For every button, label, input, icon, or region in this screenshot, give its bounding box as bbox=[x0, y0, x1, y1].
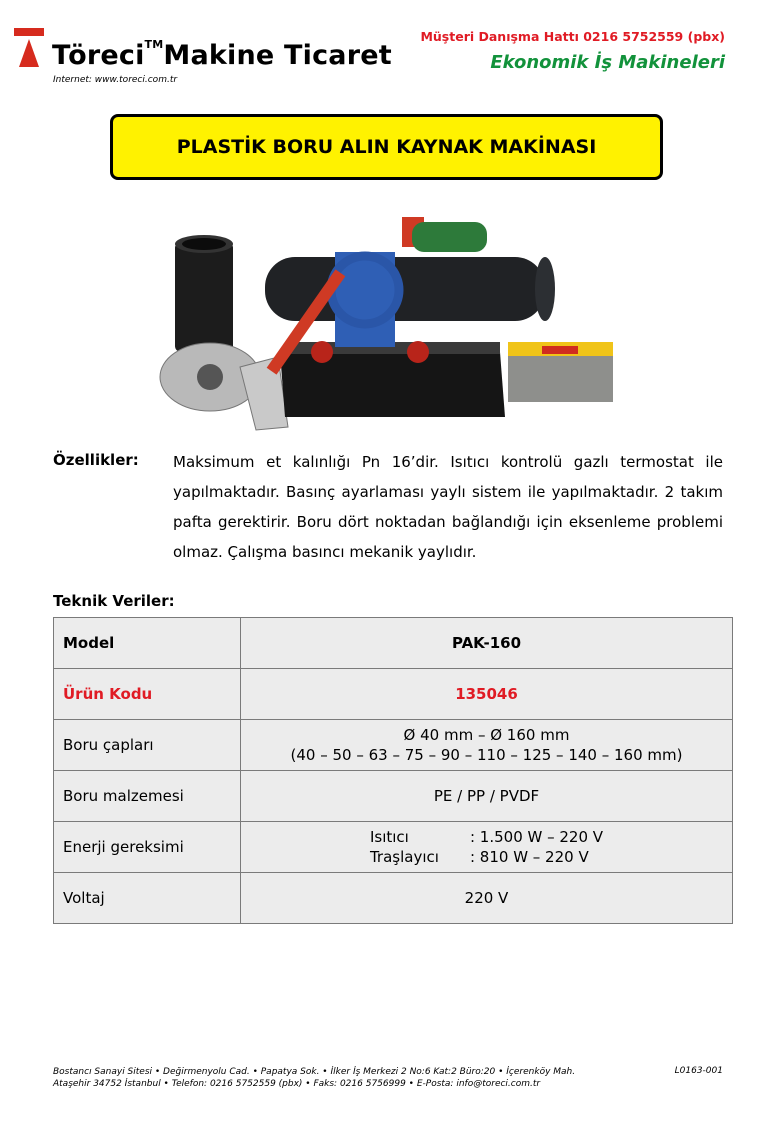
pipe-diameters-list: (40 – 50 – 63 – 75 – 90 – 110 – 125 – 140 – 160 mm) bbox=[290, 746, 683, 764]
voltage-label: Voltaj bbox=[54, 873, 241, 924]
pipe-diameters-value bbox=[241, 720, 733, 771]
footer-line-2: Ataşehir 34752 İstanbul • Telefon: 0216 5752559 (pbx) • Faks: 0216 5756999 • E-Posta: info@toreci.com.tr bbox=[53, 1079, 541, 1089]
pipe-material-label: Boru malzemesi bbox=[54, 771, 241, 822]
energy-value bbox=[241, 822, 733, 873]
specs-title: Teknik Veriler: bbox=[53, 592, 175, 610]
document-reference: L0163-001 bbox=[674, 1066, 723, 1076]
pipe-diameters-label: Boru çapları bbox=[54, 720, 241, 771]
specs-table bbox=[53, 617, 733, 924]
company-tagline: Ekonomik İş Makineleri bbox=[490, 52, 725, 73]
product-title: PLASTİK BORU ALIN KAYNAK MAKİNASI bbox=[110, 114, 663, 180]
planer-value: : 810 W – 220 V bbox=[469, 848, 589, 866]
model-value: PAK-160 bbox=[241, 618, 733, 669]
product-code-label: Ürün Kodu bbox=[54, 669, 241, 720]
model-label: Model bbox=[54, 618, 241, 669]
table-row-model bbox=[54, 618, 733, 669]
customer-hotline: Müşteri Danışma Hattı 0216 5752559 (pbx) bbox=[420, 29, 725, 44]
energy-label: Enerji gereksimi bbox=[54, 822, 241, 873]
table-row-voltage bbox=[54, 873, 733, 924]
heater-label: Isıtıcı bbox=[369, 828, 409, 846]
pipe-material-value: PE / PP / PVDF bbox=[241, 771, 733, 822]
table-row-product-code bbox=[54, 669, 733, 720]
company-logo-icon bbox=[14, 28, 44, 72]
table-row-pipe-diameters bbox=[54, 720, 733, 771]
table-row-energy bbox=[54, 822, 733, 873]
features-label: Özellikler: bbox=[53, 451, 139, 469]
footer-line-1: Bostancı Sanayi Sitesi • Değirmenyolu Cad. • Papatya Sok. • İlker İş Merkezi 2 No:6 Kat:2 Büro:20 • İçerenköy Mah. bbox=[53, 1067, 576, 1077]
heater-value: : 1.500 W – 220 V bbox=[469, 828, 604, 846]
website-url: Internet: www.toreci.com.tr bbox=[53, 75, 178, 85]
table-row-pipe-material bbox=[54, 771, 733, 822]
pipe-diameters-range: Ø 40 mm – Ø 160 mm bbox=[403, 726, 570, 744]
planer-label: Traşlayıcı bbox=[369, 848, 439, 866]
features-text: Maksimum et kalınlığı Pn 16’dir. Isıtıcı kontrolü gazlı termostat ile yapılmaktadır. Basınç ayarlaması yaylı sistem ile yapılmaktadır. 2 takım pafta gerektirir. Boru dört noktadan bağlandığı için eksenleme problemi olmaz. Çalışma basıncı mekanik yaylıdır. bbox=[173, 453, 723, 561]
product-photo bbox=[150, 192, 625, 440]
product-code-value: 135046 bbox=[241, 669, 733, 720]
brand-name: Töreci™Makine Ticaret bbox=[52, 38, 392, 71]
voltage-value: 220 V bbox=[241, 873, 733, 924]
footer-address bbox=[53, 1066, 575, 1090]
